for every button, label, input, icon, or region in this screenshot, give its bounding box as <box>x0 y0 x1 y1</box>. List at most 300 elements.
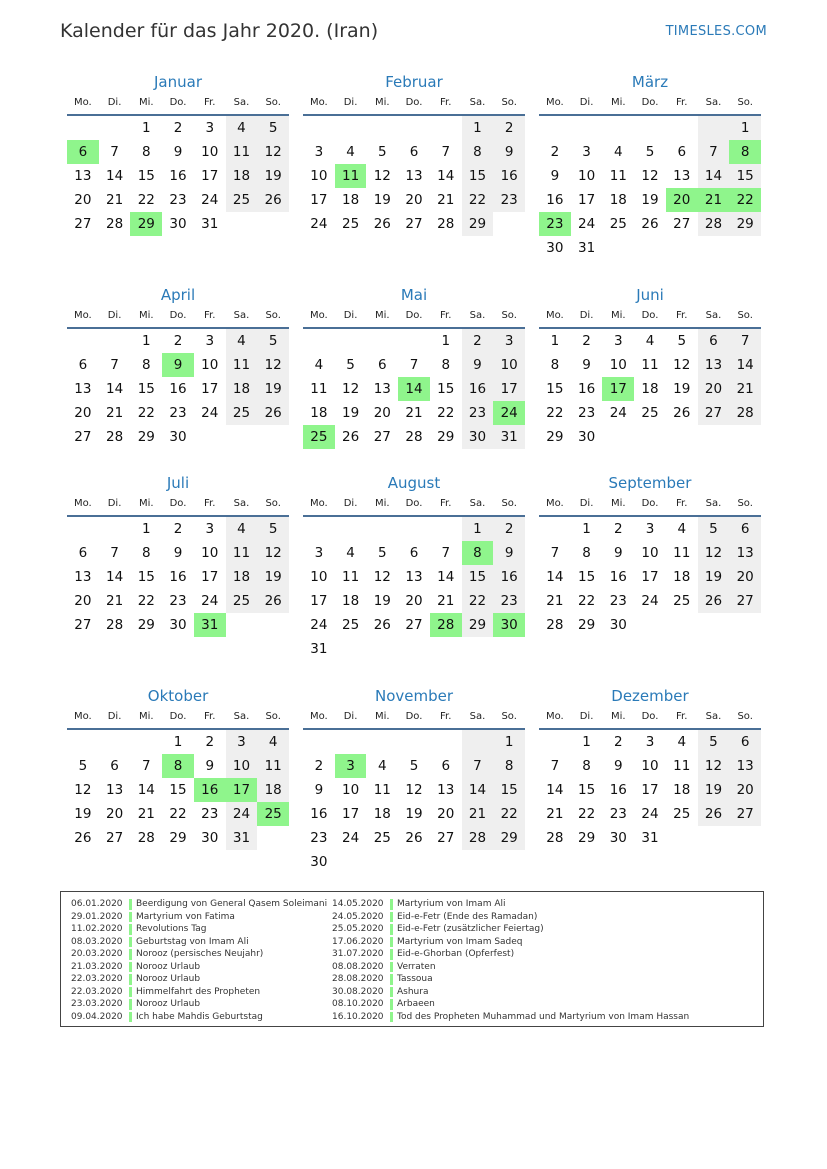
day-cell: 27 <box>74 617 92 633</box>
week-row <box>303 565 525 589</box>
empty-cell <box>430 850 462 874</box>
day-cell: 7 <box>110 144 119 160</box>
day-cell: 21 <box>462 802 494 826</box>
weekday-label: Do. <box>169 97 187 108</box>
day-cell: 6 <box>409 144 419 160</box>
legend-column-2 <box>332 898 689 1023</box>
month-4 <box>67 285 289 449</box>
month-name: Juli <box>166 474 190 492</box>
day-cell: 2 <box>314 758 324 774</box>
weekday-label: So. <box>737 498 753 509</box>
week-row <box>303 425 525 449</box>
weekday-label: Fr. <box>676 711 688 722</box>
legend-marker <box>390 937 393 948</box>
day-cell: 15 <box>577 569 596 585</box>
weekday-label: Sa. <box>705 310 722 321</box>
day-cell: 27 <box>74 429 92 445</box>
empty-cell <box>303 329 335 353</box>
weekday-label: So. <box>501 97 517 108</box>
month-name: Oktober <box>147 687 209 705</box>
day-cell: 5 <box>698 730 730 754</box>
weekday-label: Mo. <box>545 711 564 722</box>
day-cell: 2 <box>173 333 183 349</box>
legend-marker <box>390 899 393 910</box>
day-cell: 16 <box>462 377 494 401</box>
day-cell: 14 <box>137 782 155 798</box>
weekday-label: Sa. <box>705 498 722 509</box>
empty-cell <box>335 730 367 754</box>
day-cell: 8 <box>462 541 494 565</box>
weekday-label: So. <box>265 711 281 722</box>
week-row <box>67 164 289 188</box>
day-cell: 11 <box>341 569 360 585</box>
day-cell: 16 <box>609 569 627 585</box>
month-name: Dezember <box>611 687 689 705</box>
day-cell: 12 <box>373 168 391 184</box>
day-cell: 9 <box>582 357 591 373</box>
day-cell: 27 <box>698 401 730 425</box>
day-cell: 27 <box>673 216 691 232</box>
day-cell: 26 <box>74 830 92 846</box>
day-cell: 11 <box>257 754 289 778</box>
month-10 <box>67 686 289 850</box>
day-cell: 7 <box>441 144 451 160</box>
legend-holiday-name: Verraten <box>397 961 436 972</box>
day-cell: 23 <box>201 806 219 822</box>
day-cell: 13 <box>729 541 761 565</box>
day-cell: 28 <box>137 830 155 846</box>
week-row <box>303 613 525 637</box>
holiday-legend <box>60 891 764 1027</box>
weekday-header <box>539 495 761 517</box>
day-cell: 10 <box>310 569 328 585</box>
empty-cell <box>335 850 367 874</box>
empty-cell <box>398 637 430 661</box>
legend-holiday-name: Norooz Urlaub <box>136 999 201 1009</box>
legend-row <box>71 948 327 961</box>
month-name: September <box>608 474 692 492</box>
week-row <box>303 401 525 425</box>
day-cell: 22 <box>137 593 155 609</box>
day-cell: 22 <box>729 188 761 212</box>
day-cell: 28 <box>430 613 462 637</box>
month-name: November <box>374 687 454 705</box>
legend-date: 09.04.2020 <box>71 1011 123 1022</box>
day-cell: 9 <box>614 545 623 561</box>
empty-cell <box>430 637 462 661</box>
week-row <box>303 164 525 188</box>
weekday-label: Do. <box>405 310 423 321</box>
week-row <box>67 541 289 565</box>
day-cell: 6 <box>78 545 88 561</box>
day-cell: 17 <box>493 377 525 401</box>
month-name: Mai <box>400 286 428 304</box>
week-row <box>539 778 761 802</box>
day-cell: 30 <box>201 830 219 846</box>
day-cell: 13 <box>405 569 423 585</box>
weekday-label: So. <box>501 498 517 509</box>
day-cell: 22 <box>137 405 155 421</box>
day-cell: 10 <box>641 758 659 774</box>
empty-cell <box>194 425 226 449</box>
day-cell: 6 <box>677 144 687 160</box>
month-name: August <box>387 474 441 492</box>
week-row <box>539 353 761 377</box>
day-cell: 18 <box>373 806 391 822</box>
legend-row <box>332 936 689 949</box>
page-title: Kalender für das Jahr 2020. (Iran) <box>60 20 379 42</box>
day-cell: 21 <box>105 192 124 208</box>
weekday-header <box>67 94 289 116</box>
empty-cell <box>729 425 761 449</box>
legend-row <box>332 961 689 974</box>
weekday-label: Fr. <box>204 498 216 509</box>
legend-row <box>332 986 689 999</box>
day-cell: 19 <box>405 806 423 822</box>
day-cell: 19 <box>673 381 691 397</box>
legend-date: 30.08.2020 <box>332 986 384 997</box>
day-cell: 24 <box>310 617 328 633</box>
day-cell: 24 <box>641 806 659 822</box>
day-cell: 12 <box>673 357 691 373</box>
empty-cell <box>366 329 398 353</box>
day-cell: 11 <box>609 168 627 184</box>
weekday-label: Fr. <box>676 498 688 509</box>
day-cell: 4 <box>226 517 258 541</box>
weekday-label: So. <box>501 310 517 321</box>
empty-cell <box>666 116 698 140</box>
day-cell: 18 <box>641 381 659 397</box>
day-cell: 7 <box>110 357 119 373</box>
day-cell: 13 <box>405 168 423 184</box>
day-cell: 19 <box>373 192 391 208</box>
weekday-label: Mi. <box>375 310 390 321</box>
week-row <box>67 353 289 377</box>
day-cell: 21 <box>105 593 124 609</box>
day-cell: 21 <box>137 806 155 822</box>
weekday-label: Mo. <box>73 310 92 321</box>
day-cell: 7 <box>550 758 560 774</box>
month-7 <box>67 473 289 637</box>
day-cell: 31 <box>577 240 596 256</box>
day-cell: 5 <box>677 333 687 349</box>
weekday-label: Do. <box>169 711 187 722</box>
empty-cell <box>257 425 289 449</box>
weekday-header <box>67 307 289 329</box>
legend-holiday-name: Tassoua <box>397 974 433 984</box>
day-cell: 15 <box>137 168 155 184</box>
legend-holiday-name: Ich habe Mahdis Geburtstag <box>136 1011 263 1022</box>
day-cell: 15 <box>437 381 455 397</box>
legend-row <box>71 1011 327 1024</box>
day-cell: 23 <box>609 806 627 822</box>
day-cell: 25 <box>641 405 659 421</box>
legend-holiday-name: Himmelfahrt des Propheten <box>136 986 261 997</box>
day-cell: 27 <box>74 216 92 232</box>
week-row <box>67 589 289 613</box>
day-cell: 18 <box>226 164 258 188</box>
empty-cell <box>366 637 398 661</box>
weekday-label: So. <box>737 711 753 722</box>
day-cell: 6 <box>729 730 761 754</box>
site-link[interactable]: TIMESLES.COM <box>665 24 767 39</box>
day-cell: 29 <box>130 212 162 236</box>
day-cell: 19 <box>257 565 289 589</box>
day-cell: 8 <box>441 357 451 373</box>
day-cell: 3 <box>205 333 215 349</box>
day-cell: 11 <box>310 381 328 397</box>
legend-date: 14.05.2020 <box>332 899 384 909</box>
weekday-label: Di. <box>343 97 358 108</box>
day-cell: 6 <box>409 545 419 561</box>
empty-cell <box>571 116 603 140</box>
empty-cell <box>398 850 430 874</box>
legend-marker <box>390 924 393 935</box>
day-cell: 30 <box>609 617 627 633</box>
day-cell: 22 <box>577 593 596 609</box>
weekday-label: Fr. <box>676 97 688 108</box>
empty-cell <box>130 730 162 754</box>
day-cell: 21 <box>437 593 455 609</box>
day-cell: 1 <box>462 517 494 541</box>
day-cell: 6 <box>698 329 730 353</box>
day-cell: 27 <box>405 617 423 633</box>
day-cell: 16 <box>493 565 525 589</box>
weekday-label: Mo. <box>545 310 564 321</box>
legend-row <box>332 998 689 1011</box>
day-cell: 24 <box>609 405 627 421</box>
day-cell: 29 <box>577 830 596 846</box>
day-cell: 15 <box>493 778 525 802</box>
weekday-label: So. <box>737 310 753 321</box>
weekday-label: Fr. <box>440 97 452 108</box>
day-cell: 11 <box>373 782 391 798</box>
day-cell: 9 <box>162 353 194 377</box>
day-cell: 28 <box>546 830 564 846</box>
empty-cell <box>398 517 430 541</box>
legend-holiday-name: Revolutions Tag <box>136 924 207 934</box>
day-cell: 25 <box>673 593 691 609</box>
day-cell: 27 <box>729 802 761 826</box>
weekday-header <box>539 94 761 116</box>
weekday-label: Mi. <box>375 711 390 722</box>
weekday-label: Fr. <box>440 711 452 722</box>
weekday-label: Di. <box>107 711 122 722</box>
legend-holiday-name: Ashura <box>397 986 429 997</box>
day-cell: 31 <box>310 641 328 657</box>
week-row <box>539 589 761 613</box>
day-cell: 3 <box>645 521 655 537</box>
legend-marker <box>129 974 132 985</box>
weekday-header <box>67 708 289 730</box>
day-cell: 25 <box>373 830 391 846</box>
day-cell: 1 <box>142 333 151 349</box>
day-cell: 31 <box>194 613 226 637</box>
legend-marker <box>129 912 132 923</box>
month-8 <box>303 473 525 661</box>
day-cell: 30 <box>493 613 525 637</box>
empty-cell <box>698 116 730 140</box>
weekday-label: So. <box>737 97 753 108</box>
day-cell: 28 <box>105 216 124 232</box>
day-cell: 21 <box>405 405 423 421</box>
weekday-label: Mo. <box>309 310 328 321</box>
day-cell: 26 <box>698 589 730 613</box>
legend-marker <box>129 999 132 1010</box>
week-row <box>539 140 761 164</box>
weekday-label: Do. <box>641 97 659 108</box>
day-cell: 3 <box>314 144 324 160</box>
day-cell: 26 <box>257 589 289 613</box>
legend-holiday-name: Eid-e-Fetr (zusätzlicher Feiertag) <box>397 924 544 934</box>
day-cell: 6 <box>78 357 88 373</box>
legend-holiday-name: Martyrium von Imam Sadeq <box>397 936 523 947</box>
day-cell: 3 <box>314 545 324 561</box>
legend-marker <box>129 924 132 935</box>
empty-cell <box>366 116 398 140</box>
weekday-label: Sa. <box>705 711 722 722</box>
day-cell: 26 <box>405 830 423 846</box>
empty-cell <box>99 517 131 541</box>
week-row <box>303 541 525 565</box>
day-cell: 5 <box>257 116 289 140</box>
weekday-label: Di. <box>579 97 594 108</box>
day-cell: 3 <box>645 734 655 750</box>
day-cell: 2 <box>614 734 623 750</box>
legend-date: 28.08.2020 <box>332 974 384 984</box>
week-row <box>539 164 761 188</box>
week-row <box>539 188 761 212</box>
empty-cell <box>539 116 571 140</box>
weekday-label: Sa. <box>469 711 486 722</box>
weekday-label: Mo. <box>545 97 564 108</box>
legend-date: 08.10.2020 <box>332 999 384 1009</box>
week-row <box>67 212 289 236</box>
day-cell: 17 <box>226 778 258 802</box>
empty-cell <box>99 329 131 353</box>
day-cell: 28 <box>546 617 564 633</box>
legend-row <box>71 923 327 936</box>
day-cell: 12 <box>373 569 391 585</box>
day-cell: 11 <box>226 140 258 164</box>
day-cell: 7 <box>698 140 730 164</box>
weekday-label: Do. <box>169 498 187 509</box>
day-cell: 13 <box>729 754 761 778</box>
day-cell: 16 <box>310 806 328 822</box>
day-cell: 9 <box>614 758 623 774</box>
empty-cell <box>67 517 99 541</box>
weekday-label: Mi. <box>611 711 626 722</box>
legend-date: 22.03.2020 <box>71 986 123 997</box>
day-cell: 23 <box>310 830 328 846</box>
day-cell: 26 <box>373 617 391 633</box>
week-row <box>303 377 525 401</box>
day-cell: 8 <box>142 545 151 561</box>
legend-date: 24.05.2020 <box>332 911 384 922</box>
empty-cell <box>67 730 99 754</box>
day-cell: 20 <box>405 192 423 208</box>
empty-cell <box>303 730 335 754</box>
weekday-label: Di. <box>579 711 594 722</box>
day-cell: 10 <box>577 168 596 184</box>
day-cell: 17 <box>201 381 219 397</box>
day-cell: 1 <box>582 734 591 750</box>
day-cell: 26 <box>341 429 360 445</box>
empty-cell <box>698 613 730 637</box>
empty-cell <box>698 236 730 260</box>
day-cell: 7 <box>462 754 494 778</box>
day-cell: 18 <box>341 593 360 609</box>
weekday-label: Mo. <box>309 97 328 108</box>
day-cell: 26 <box>257 188 289 212</box>
day-cell: 31 <box>226 826 258 850</box>
legend-date: 06.01.2020 <box>71 899 123 909</box>
week-row <box>539 802 761 826</box>
month-2 <box>303 72 525 236</box>
day-cell: 2 <box>173 120 183 136</box>
day-cell: 4 <box>314 357 324 373</box>
day-cell: 18 <box>673 569 691 585</box>
day-cell: 21 <box>437 192 455 208</box>
day-cell: 29 <box>493 826 525 850</box>
day-cell: 5 <box>645 144 655 160</box>
day-cell: 15 <box>137 381 155 397</box>
day-cell: 20 <box>729 778 761 802</box>
weekday-label: Do. <box>641 310 659 321</box>
day-cell: 10 <box>341 782 360 798</box>
weekday-header <box>539 708 761 730</box>
day-cell: 9 <box>550 168 560 184</box>
week-row <box>67 730 289 754</box>
empty-cell <box>99 116 131 140</box>
day-cell: 25 <box>673 806 691 822</box>
day-cell: 8 <box>550 357 560 373</box>
day-cell: 23 <box>539 212 571 236</box>
week-row <box>303 212 525 236</box>
day-cell: 4 <box>226 116 258 140</box>
weekday-header <box>303 307 525 329</box>
day-cell: 22 <box>462 589 494 613</box>
day-cell: 20 <box>729 565 761 589</box>
day-cell: 15 <box>169 782 187 798</box>
day-cell: 25 <box>226 589 258 613</box>
day-cell: 2 <box>493 116 525 140</box>
day-cell: 10 <box>310 168 328 184</box>
weekday-label: Mo. <box>309 711 328 722</box>
month-3 <box>539 72 761 260</box>
day-cell: 19 <box>74 806 92 822</box>
day-cell: 8 <box>162 754 194 778</box>
day-cell: 13 <box>698 353 730 377</box>
week-row <box>539 826 761 850</box>
day-cell: 1 <box>142 521 151 537</box>
day-cell: 12 <box>257 541 289 565</box>
day-cell: 18 <box>226 377 258 401</box>
weekday-label: Do. <box>405 711 423 722</box>
day-cell: 20 <box>373 405 391 421</box>
day-cell: 19 <box>257 377 289 401</box>
day-cell: 6 <box>441 758 451 774</box>
day-cell: 29 <box>462 212 494 236</box>
legend-marker <box>390 987 393 998</box>
day-cell: 3 <box>493 329 525 353</box>
day-cell: 3 <box>205 120 215 136</box>
day-cell: 12 <box>74 782 92 798</box>
day-cell: 5 <box>378 545 387 561</box>
empty-cell <box>602 236 634 260</box>
day-cell: 10 <box>201 357 219 373</box>
day-cell: 28 <box>405 429 423 445</box>
